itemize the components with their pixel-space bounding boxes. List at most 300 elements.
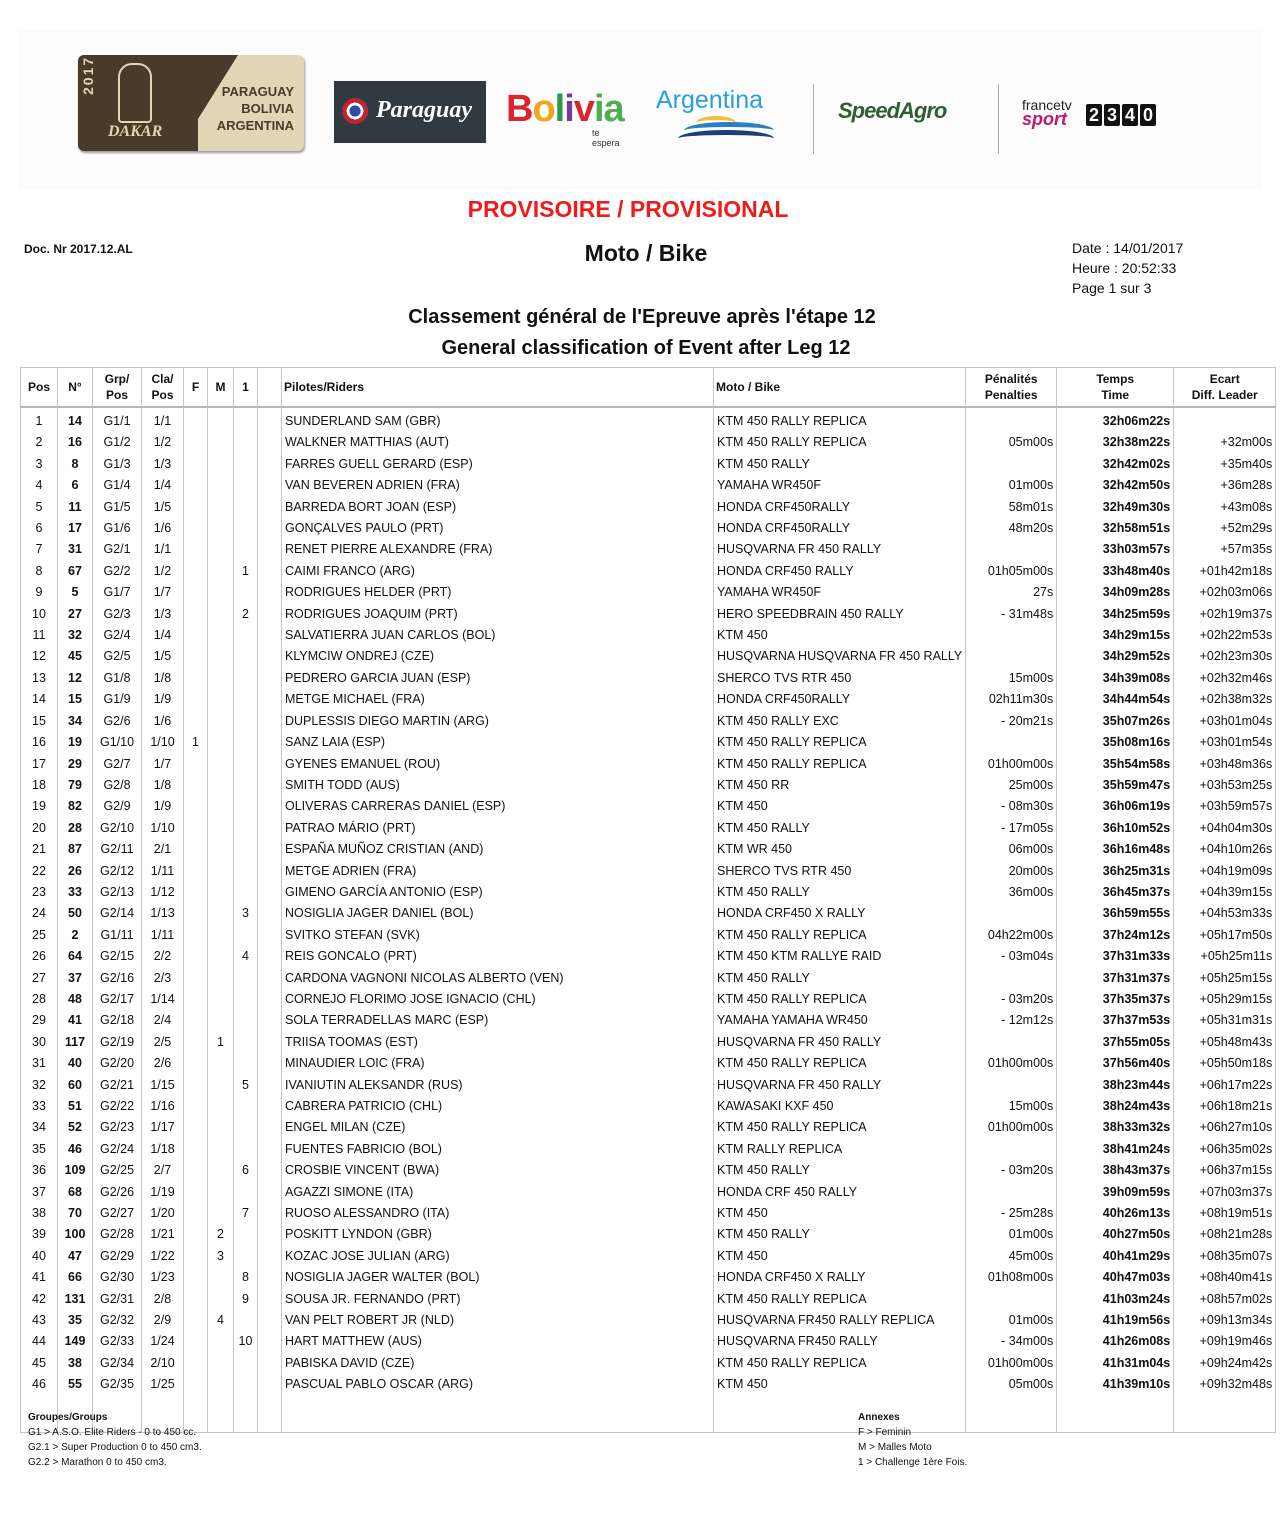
row-malles — [208, 839, 234, 860]
row-malles — [208, 796, 234, 817]
row-pos: 17 — [21, 754, 58, 775]
table-row — [21, 818, 1276, 839]
row-penalty — [966, 539, 1057, 560]
row-penalty: - 17m05s — [966, 818, 1057, 839]
table-row — [21, 689, 1276, 710]
row-pos: 5 — [21, 497, 58, 518]
row-first-time — [234, 582, 258, 603]
row-first-time — [234, 1246, 258, 1267]
row-blank — [258, 989, 282, 1010]
groups-legend: Groupes/Groups G1 > A.S.O. Elite Riders - 0 to 450 cc. G2.1 > Super Production 0 to 450 cm3. G2.2 > Marathon 0 to 450 cm3. — [28, 1412, 202, 1468]
row-malles — [208, 1267, 234, 1288]
row-pos: 40 — [21, 1246, 58, 1267]
row-group-pos: G1/5 — [93, 497, 142, 518]
row-rider: KLYMCIW ONDREJ (CZE) — [282, 646, 714, 667]
row-time: 35h08m16s — [1057, 732, 1174, 753]
row-bike: SHERCO TVS RTR 450 — [714, 861, 966, 882]
row-diff-leader: +08h21m28s — [1174, 1224, 1276, 1245]
row-time: 37h31m33s — [1057, 946, 1174, 967]
row-group-pos: G2/23 — [93, 1117, 142, 1138]
row-malles — [208, 1096, 234, 1117]
row-group-pos: G2/11 — [93, 839, 142, 860]
row-first-time — [234, 1374, 258, 1395]
row-malles — [208, 497, 234, 518]
row-malles — [208, 818, 234, 839]
row-time: 40h41m29s — [1057, 1246, 1174, 1267]
table-row — [21, 989, 1276, 1010]
row-blank — [258, 582, 282, 603]
row-diff-leader: +08h57m02s — [1174, 1289, 1276, 1310]
row-blank — [258, 1310, 282, 1331]
row-rider: RUOSO ALESSANDRO (ITA) — [282, 1203, 714, 1224]
row-feminin — [184, 407, 208, 432]
row-feminin — [184, 1032, 208, 1053]
row-first-time — [234, 818, 258, 839]
row-rider: DUPLESSIS DIEGO MARTIN (ARG) — [282, 711, 714, 732]
row-bike: KTM 450 RALLY REPLICA — [714, 407, 966, 432]
row-time: 33h48m40s — [1057, 561, 1174, 582]
row-malles — [208, 1160, 234, 1181]
row-malles — [208, 689, 234, 710]
row-blank — [258, 1096, 282, 1117]
row-number: 48 — [58, 989, 93, 1010]
row-penalty: 01m00s — [966, 1310, 1057, 1331]
row-diff-leader: +02h32m46s — [1174, 668, 1276, 689]
row-group-pos: G2/16 — [93, 968, 142, 989]
row-malles — [208, 1117, 234, 1138]
row-group-pos: G2/12 — [93, 861, 142, 882]
row-malles — [208, 882, 234, 903]
row-number: 149 — [58, 1331, 93, 1352]
annexes-legend: Annexes F > Feminin M > Malles Moto 1 > Challenge 1ère Fois. — [858, 1412, 968, 1468]
row-pos: 32 — [21, 1075, 58, 1096]
row-feminin — [184, 968, 208, 989]
row-class-pos: 1/1 — [142, 539, 184, 560]
logo-divider — [813, 84, 814, 154]
row-bike: KTM 450 RALLY REPLICA — [714, 754, 966, 775]
row-pos: 10 — [21, 604, 58, 625]
row-class-pos: 2/5 — [142, 1032, 184, 1053]
row-feminin — [184, 454, 208, 475]
row-feminin: 1 — [184, 732, 208, 753]
row-first-time — [234, 539, 258, 560]
francetv-sport-logo: francetv sport 2 3 4 0 — [1022, 98, 1072, 126]
row-time: 34h29m15s — [1057, 625, 1174, 646]
row-diff-leader: +02h22m53s — [1174, 625, 1276, 646]
legend-item: 1 > Challenge 1ère Fois. — [858, 1457, 968, 1468]
bolivia-logo: Bolivia te espera — [506, 88, 624, 148]
row-pos: 3 — [21, 454, 58, 475]
row-time: 34h25m59s — [1057, 604, 1174, 625]
row-class-pos: 1/15 — [142, 1075, 184, 1096]
row-blank — [258, 668, 282, 689]
row-first-time — [234, 861, 258, 882]
table-row — [21, 903, 1276, 924]
table-row — [21, 561, 1276, 582]
row-pos: 34 — [21, 1117, 58, 1138]
row-group-pos: G1/1 — [93, 407, 142, 432]
row-blank — [258, 1267, 282, 1288]
row-diff-leader: +04h04m30s — [1174, 818, 1276, 839]
row-class-pos: 1/14 — [142, 989, 184, 1010]
row-penalty: 01h00m00s — [966, 1353, 1057, 1374]
row-first-time — [234, 1139, 258, 1160]
row-number: 109 — [58, 1160, 93, 1181]
row-class-pos: 1/6 — [142, 711, 184, 732]
row-pos: 18 — [21, 775, 58, 796]
row-group-pos: G2/34 — [93, 1353, 142, 1374]
row-number: 70 — [58, 1203, 93, 1224]
row-first-time — [234, 497, 258, 518]
row-diff-leader: +02h23m30s — [1174, 646, 1276, 667]
col-diff-leader: Ecart Diff. Leader — [1174, 368, 1276, 408]
row-feminin — [184, 1096, 208, 1117]
tuareg-icon — [118, 63, 152, 123]
row-penalty — [966, 407, 1057, 432]
row-rider: PEDRERO GARCIA JUAN (ESP) — [282, 668, 714, 689]
row-feminin — [184, 432, 208, 453]
table-row — [21, 1331, 1276, 1352]
row-group-pos: G2/5 — [93, 646, 142, 667]
table-row — [21, 861, 1276, 882]
row-rider: FARRES GUELL GERARD (ESP) — [282, 454, 714, 475]
row-diff-leader: +57m35s — [1174, 539, 1276, 560]
legend-item: G1 > A.S.O. Elite Riders - 0 to 450 cc. — [28, 1427, 197, 1438]
row-class-pos: 1/16 — [142, 1096, 184, 1117]
row-group-pos: G2/1 — [93, 539, 142, 560]
row-diff-leader: +02h03m06s — [1174, 582, 1276, 603]
row-blank — [258, 407, 282, 432]
row-rider: RODRIGUES HELDER (PRT) — [282, 582, 714, 603]
row-penalty — [966, 968, 1057, 989]
row-penalty: 04h22m00s — [966, 925, 1057, 946]
row-diff-leader — [1174, 407, 1276, 432]
row-malles — [208, 582, 234, 603]
row-first-time — [234, 1010, 258, 1031]
row-feminin — [184, 1374, 208, 1395]
row-feminin — [184, 1353, 208, 1374]
row-bike: KTM 450 — [714, 1246, 966, 1267]
row-malles — [208, 1374, 234, 1395]
row-blank — [258, 732, 282, 753]
row-first-time — [234, 689, 258, 710]
row-diff-leader: +08h35m07s — [1174, 1246, 1276, 1267]
row-group-pos: G1/3 — [93, 454, 142, 475]
row-feminin — [184, 1203, 208, 1224]
row-first-time: 10 — [234, 1331, 258, 1352]
row-rider: TRIISA TOOMAS (EST) — [282, 1032, 714, 1053]
row-bike: KTM 450 RALLY — [714, 882, 966, 903]
row-penalty: - 03m20s — [966, 1160, 1057, 1181]
dakar-2017-logo: 2017 DAKAR PARAGUAY BOLIVIA ARGENTINA — [78, 45, 306, 153]
row-penalty: 15m00s — [966, 1096, 1057, 1117]
row-rider: SANZ LAIA (ESP) — [282, 732, 714, 753]
table-row — [21, 407, 1276, 432]
row-malles — [208, 754, 234, 775]
row-malles: 3 — [208, 1246, 234, 1267]
row-pos: 22 — [21, 861, 58, 882]
row-malles — [208, 518, 234, 539]
row-penalty — [966, 1075, 1057, 1096]
row-bike: KTM 450 RALLY REPLICA — [714, 1289, 966, 1310]
row-pos: 27 — [21, 968, 58, 989]
row-rider: CAIMI FRANCO (ARG) — [282, 561, 714, 582]
row-time: 33h03m57s — [1057, 539, 1174, 560]
row-penalty — [966, 1032, 1057, 1053]
row-bike: HONDA CRF450RALLY — [714, 689, 966, 710]
row-time: 36h16m48s — [1057, 839, 1174, 860]
row-number: 29 — [58, 754, 93, 775]
row-malles — [208, 454, 234, 475]
row-blank — [258, 1010, 282, 1031]
row-feminin — [184, 861, 208, 882]
row-first-time: 1 — [234, 561, 258, 582]
table-row — [21, 925, 1276, 946]
row-penalty: 01h00m00s — [966, 754, 1057, 775]
row-number: 82 — [58, 796, 93, 817]
row-time: 32h58m51s — [1057, 518, 1174, 539]
row-malles — [208, 1075, 234, 1096]
row-group-pos: G2/13 — [93, 882, 142, 903]
row-rider: VAN BEVEREN ADRIEN (FRA) — [282, 475, 714, 496]
row-rider: IVANIUTIN ALEKSANDR (RUS) — [282, 1075, 714, 1096]
row-penalty: 06m00s — [966, 839, 1057, 860]
row-penalty: 48m20s — [966, 518, 1057, 539]
row-diff-leader: +01h42m18s — [1174, 561, 1276, 582]
table-row — [21, 646, 1276, 667]
row-bike: KTM 450 — [714, 1374, 966, 1395]
row-diff-leader: +05h50m18s — [1174, 1053, 1276, 1074]
row-number: 28 — [58, 818, 93, 839]
row-class-pos: 1/10 — [142, 732, 184, 753]
row-class-pos: 1/18 — [142, 1139, 184, 1160]
row-class-pos: 1/13 — [142, 903, 184, 924]
row-malles: 2 — [208, 1224, 234, 1245]
row-feminin — [184, 1182, 208, 1203]
table-row — [21, 1374, 1276, 1395]
row-malles — [208, 432, 234, 453]
row-rider: GONÇALVES PAULO (PRT) — [282, 518, 714, 539]
row-blank — [258, 518, 282, 539]
row-bike: KTM 450 — [714, 625, 966, 646]
row-blank — [258, 882, 282, 903]
row-first-time — [234, 407, 258, 432]
row-diff-leader: +08h19m51s — [1174, 1203, 1276, 1224]
row-time: 34h44m54s — [1057, 689, 1174, 710]
row-pos: 31 — [21, 1053, 58, 1074]
doc-time: Heure : 20:52:33 — [1072, 260, 1177, 276]
row-time: 34h29m52s — [1057, 646, 1174, 667]
row-pos: 16 — [21, 732, 58, 753]
row-blank — [258, 1331, 282, 1352]
row-rider: ESPAÑA MUÑOZ CRISTIAN (AND) — [282, 839, 714, 860]
row-number: 5 — [58, 582, 93, 603]
row-penalty: - 34m00s — [966, 1331, 1057, 1352]
row-bike: HUSQVARNA FR 450 RALLY — [714, 1032, 966, 1053]
row-penalty: 15m00s — [966, 668, 1057, 689]
row-feminin — [184, 1075, 208, 1096]
row-penalty — [966, 454, 1057, 475]
row-malles — [208, 561, 234, 582]
row-pos: 11 — [21, 625, 58, 646]
row-pos: 6 — [21, 518, 58, 539]
table-row — [21, 1139, 1276, 1160]
row-pos: 21 — [21, 839, 58, 860]
row-number: 38 — [58, 1353, 93, 1374]
row-malles — [208, 925, 234, 946]
row-group-pos: G1/6 — [93, 518, 142, 539]
row-bike: KTM WR 450 — [714, 839, 966, 860]
row-group-pos: G2/26 — [93, 1182, 142, 1203]
row-bike: HUSQVARNA FR 450 RALLY — [714, 1075, 966, 1096]
row-first-time — [234, 1032, 258, 1053]
table-row — [21, 432, 1276, 453]
row-diff-leader: +09h24m42s — [1174, 1353, 1276, 1374]
row-penalty: 01h08m00s — [966, 1267, 1057, 1288]
row-bike: HUSQVARNA HUSQVARNA FR 450 RALLY — [714, 646, 966, 667]
row-time: 32h42m02s — [1057, 454, 1174, 475]
row-blank — [258, 775, 282, 796]
row-diff-leader: +04h10m26s — [1174, 839, 1276, 860]
row-bike: HUSQVARNA FR450 RALLY — [714, 1331, 966, 1352]
row-pos: 38 — [21, 1203, 58, 1224]
row-pos: 29 — [21, 1010, 58, 1031]
row-bike: HUSQVARNA FR 450 RALLY — [714, 539, 966, 560]
row-group-pos: G2/20 — [93, 1053, 142, 1074]
row-class-pos: 1/9 — [142, 796, 184, 817]
col-number: N° — [58, 368, 93, 408]
row-penalty: 02h11m30s — [966, 689, 1057, 710]
col-feminin: F — [184, 368, 208, 408]
row-bike: KTM 450 RALLY REPLICA — [714, 732, 966, 753]
row-penalty — [966, 646, 1057, 667]
row-penalty: 36m00s — [966, 882, 1057, 903]
row-diff-leader: +09h19m46s — [1174, 1331, 1276, 1352]
legend-item: M > Malles Moto — [858, 1442, 932, 1453]
row-class-pos: 2/6 — [142, 1053, 184, 1074]
row-rider: KOZAC JOSE JULIAN (ARG) — [282, 1246, 714, 1267]
row-group-pos: G1/7 — [93, 582, 142, 603]
row-class-pos: 1/2 — [142, 432, 184, 453]
row-number: 47 — [58, 1246, 93, 1267]
row-rider: REIS GONCALO (PRT) — [282, 946, 714, 967]
row-pos: 4 — [21, 475, 58, 496]
row-diff-leader: +06h27m10s — [1174, 1117, 1276, 1138]
row-first-time: 4 — [234, 946, 258, 967]
table-row — [21, 454, 1276, 475]
row-pos: 24 — [21, 903, 58, 924]
row-diff-leader: +04h53m33s — [1174, 903, 1276, 924]
row-rider: PATRAO MÁRIO (PRT) — [282, 818, 714, 839]
table-row — [21, 1182, 1276, 1203]
row-malles: 1 — [208, 1032, 234, 1053]
table-row — [21, 1224, 1276, 1245]
row-class-pos: 2/1 — [142, 839, 184, 860]
table-header-row — [21, 368, 1276, 408]
row-time: 38h24m43s — [1057, 1096, 1174, 1117]
row-time: 37h24m12s — [1057, 925, 1174, 946]
row-first-time — [234, 796, 258, 817]
row-first-time — [234, 732, 258, 753]
row-rider: GIMENO GARCÍA ANTONIO (ESP) — [282, 882, 714, 903]
row-class-pos: 1/24 — [142, 1331, 184, 1352]
table-row — [21, 732, 1276, 753]
row-number: 52 — [58, 1117, 93, 1138]
row-feminin — [184, 754, 208, 775]
row-bike: KTM 450 RALLY REPLICA — [714, 432, 966, 453]
row-diff-leader: +03h01m54s — [1174, 732, 1276, 753]
row-class-pos: 1/22 — [142, 1246, 184, 1267]
row-blank — [258, 796, 282, 817]
row-number: 15 — [58, 689, 93, 710]
row-class-pos: 1/23 — [142, 1267, 184, 1288]
row-class-pos: 1/11 — [142, 861, 184, 882]
col-pos: Pos — [21, 368, 58, 408]
row-bike: KTM 450 RALLY — [714, 1224, 966, 1245]
row-rider: CROSBIE VINCENT (BWA) — [282, 1160, 714, 1181]
row-class-pos: 1/3 — [142, 454, 184, 475]
row-group-pos: G1/11 — [93, 925, 142, 946]
argentina-logo: Argentina — [656, 86, 763, 115]
row-group-pos: G2/18 — [93, 1010, 142, 1031]
row-pos: 19 — [21, 796, 58, 817]
table-row — [21, 1053, 1276, 1074]
row-bike: YAMAHA WR450F — [714, 475, 966, 496]
row-first-time: 8 — [234, 1267, 258, 1288]
row-bike: KTM 450 RALLY REPLICA — [714, 989, 966, 1010]
row-penalty: 01h05m00s — [966, 561, 1057, 582]
row-time: 35h54m58s — [1057, 754, 1174, 775]
row-pos: 20 — [21, 818, 58, 839]
page-title-en: General classification of Event after Leg 12 — [441, 337, 851, 359]
row-feminin — [184, 625, 208, 646]
row-feminin — [184, 903, 208, 924]
row-blank — [258, 1160, 282, 1181]
row-feminin — [184, 1224, 208, 1245]
row-rider: SMITH TODD (AUS) — [282, 775, 714, 796]
row-bike: KTM 450 KTM RALLYE RAID — [714, 946, 966, 967]
row-blank — [258, 1246, 282, 1267]
table-row — [21, 1203, 1276, 1224]
row-rider: CARDONA VAGNONI NICOLAS ALBERTO (VEN) — [282, 968, 714, 989]
row-first-time — [234, 925, 258, 946]
row-number: 11 — [58, 497, 93, 518]
row-bike: YAMAHA YAMAHA WR450 — [714, 1010, 966, 1031]
row-blank — [258, 1353, 282, 1374]
row-feminin — [184, 925, 208, 946]
row-blank — [258, 454, 282, 475]
row-group-pos: G1/10 — [93, 732, 142, 753]
row-group-pos: G2/7 — [93, 754, 142, 775]
row-number: 64 — [58, 946, 93, 967]
table-row — [21, 839, 1276, 860]
row-number: 14 — [58, 407, 93, 432]
row-number: 66 — [58, 1267, 93, 1288]
row-feminin — [184, 818, 208, 839]
row-penalty — [966, 625, 1057, 646]
row-time: 32h49m30s — [1057, 497, 1174, 518]
row-class-pos: 2/10 — [142, 1353, 184, 1374]
row-blank — [258, 561, 282, 582]
row-malles — [208, 1289, 234, 1310]
row-class-pos: 1/11 — [142, 925, 184, 946]
row-penalty: - 12m12s — [966, 1010, 1057, 1031]
row-malles — [208, 1182, 234, 1203]
row-group-pos: G2/14 — [93, 903, 142, 924]
row-class-pos: 2/4 — [142, 1010, 184, 1031]
row-rider: GYENES EMANUEL (ROU) — [282, 754, 714, 775]
row-class-pos: 1/5 — [142, 497, 184, 518]
